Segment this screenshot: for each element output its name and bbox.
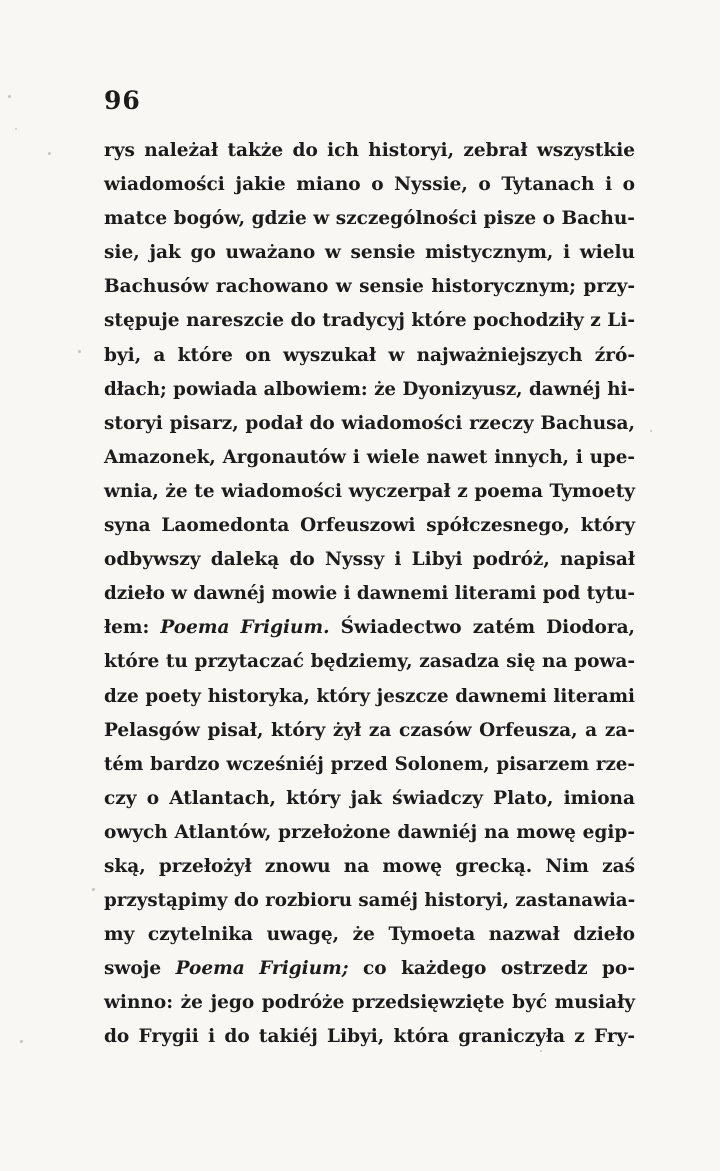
text-run: co każdego ostrzedz po-	[348, 958, 635, 980]
italic-title: Poema Frigium;	[175, 958, 349, 980]
text-run: odbywszy daleką do Nyssy i Libyi podróż, napisał	[104, 549, 635, 571]
paper-speck	[15, 128, 17, 130]
text-run: sie, jak go uważano w sensie mistycznym, i wielu	[104, 242, 635, 264]
text-run: syna Laomedonta Orfeuszowi spółczesnego, który	[104, 515, 635, 537]
paper-speck	[78, 350, 81, 353]
paper-speck	[8, 95, 11, 98]
text-line	[104, 304, 635, 338]
paper-speck	[20, 1040, 23, 1043]
text-run: Bachusów rachowano w sensie historycznym; przy-	[104, 276, 635, 298]
text-run: dłach; powiada albowiem: że Dyonizyusz, dawnéj hi-	[104, 378, 635, 400]
text-line	[104, 373, 635, 407]
page-number: 96	[104, 86, 141, 115]
body-text	[104, 134, 635, 1055]
paper-speck	[48, 152, 51, 155]
italic-title: Poema Frigium.	[160, 617, 330, 639]
text-run: wiadomości jakie miano o Nyssie, o Tytanach i o	[104, 174, 635, 196]
text-run: owych Atlantów, przełożone dawniéj na mowę egip-	[104, 821, 635, 843]
text-run: Świadectwo zatém Diodora,	[329, 617, 635, 639]
text-run: przystąpimy do rozbioru saméj historyi, zastanawia-	[104, 890, 636, 912]
text-run: dze poety historyka, który jeszcze dawnemi literami	[104, 685, 635, 707]
text-line	[104, 782, 635, 816]
text-line	[104, 611, 635, 645]
text-run: do Frygii i do takiéj Libyi, która graniczyła z Fry-	[104, 1026, 635, 1048]
text-run: winno: że jego podróże przedsięwzięte być musiały	[104, 992, 635, 1014]
text-line	[104, 680, 635, 714]
text-run: tém bardzo wcześniéj przed Solonem, pisarzem rze-	[104, 753, 635, 775]
text-line	[104, 202, 635, 236]
text-line	[104, 952, 635, 986]
text-run: ską, przełożył znowu na mowę grecką. Nim zaś	[104, 855, 635, 877]
text-line	[104, 645, 635, 679]
text-run: storyi pisarz, podał do wiadomości rzeczy Bachusa,	[104, 412, 635, 434]
text-run: łem:	[104, 617, 161, 639]
text-run: rys należał także do ich historyi, zebrał wszystkie	[104, 140, 635, 161]
text-line	[104, 407, 635, 441]
text-run: Pelasgów pisał, który żył za czasów Orfeusza, a za-	[104, 719, 635, 741]
text-line	[104, 850, 635, 884]
text-line	[104, 918, 635, 952]
text-line	[104, 236, 635, 270]
text-line	[104, 816, 635, 850]
text-line	[104, 168, 635, 202]
text-line	[104, 986, 635, 1020]
paper-speck	[92, 888, 95, 891]
text-run: Amazonek, Argonautów i wiele nawet innych, i upe-	[104, 446, 635, 468]
text-run: czy o Atlantach, który jak świadczy Plato, imiona	[104, 787, 635, 809]
text-line	[104, 134, 635, 168]
text-line	[104, 1020, 635, 1054]
text-run: swoje	[104, 958, 176, 980]
text-line	[104, 543, 635, 577]
text-run: matce bogów, gdzie w szczególności pisze o Bachu-	[104, 208, 635, 230]
text-run: stępuje nareszcie do tradycyj które pochodziły z Li-	[104, 310, 635, 332]
text-run: dzieło w dawnéj mowie i dawnemi literami pod tytu-	[104, 583, 635, 605]
text-line	[104, 577, 635, 611]
text-line	[104, 339, 635, 373]
text-line	[104, 441, 635, 475]
paper-speck	[650, 430, 652, 432]
text-line	[104, 509, 635, 543]
text-line	[104, 884, 635, 918]
text-run: byi, a które on wyszukał w najważniejszych źró-	[104, 344, 635, 366]
text-line	[104, 748, 635, 782]
text-line	[104, 714, 635, 748]
text-run: które tu przytaczać będziemy, zasadza się na powa-	[104, 651, 635, 673]
text-run: wnia, że te wiadomości wyczerpał z poema Tymoety	[104, 480, 635, 502]
text-run: my czytelnika uwagę, że Tymoeta nazwał dzieło	[104, 924, 635, 946]
text-line	[104, 270, 635, 304]
text-line	[104, 475, 635, 509]
